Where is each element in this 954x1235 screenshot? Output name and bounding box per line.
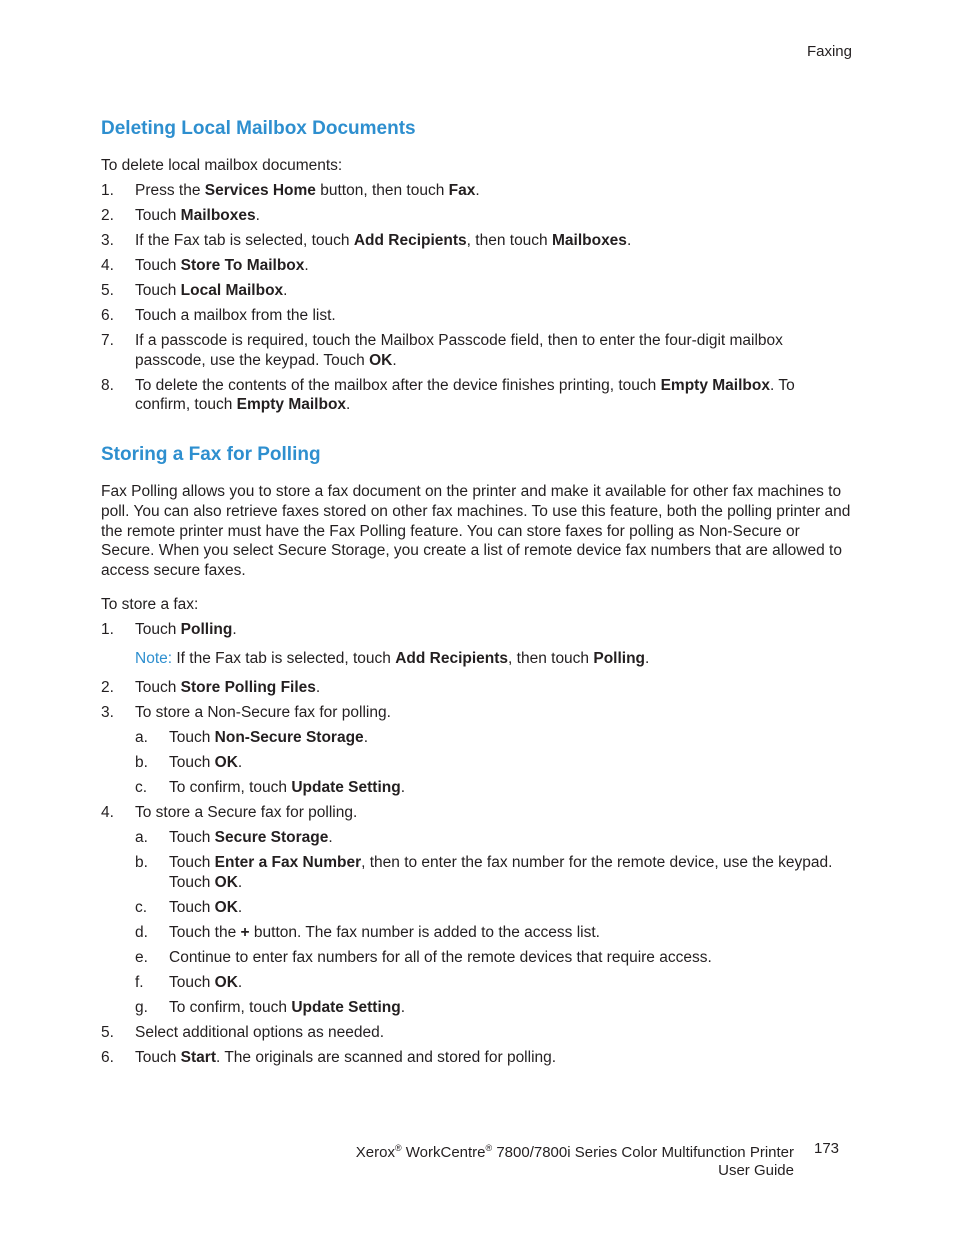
step-number: 3.: [101, 704, 114, 722]
list-item: [101, 331, 853, 370]
note-label: Note:: [135, 650, 173, 668]
step-text: .: [400, 998, 406, 1016]
step-text: .: [255, 207, 260, 224]
ui-term: OK: [214, 873, 238, 891]
substep-item: [135, 853, 853, 892]
section2-intro: To store a fax:: [101, 595, 199, 613]
footer-brand: Xerox: [355, 1144, 395, 1161]
ui-term: Start: [180, 1048, 216, 1066]
ui-term: Add Recipients: [353, 232, 467, 249]
list-item: [101, 1048, 853, 1068]
step-text: . To confirm, touch: [135, 376, 795, 414]
substep-letter: d.: [135, 923, 148, 941]
step-text: If the Fax tab is selected, touch: [172, 650, 396, 668]
substep-list: [135, 728, 853, 798]
list-item: [101, 620, 853, 640]
footer-reg-mark: ®: [394, 1143, 402, 1153]
step-text: If a passcode is required, touch the Mailbox Passcode field, then to enter the four-digit mailbox passcode, use the keypad. Touch: [135, 332, 783, 369]
step-number: 3.: [101, 232, 114, 249]
step-number: 7.: [101, 332, 114, 349]
ui-term: Update Setting: [291, 779, 401, 797]
ui-term: OK: [214, 973, 238, 991]
ui-term: OK: [369, 351, 393, 369]
step-number: 5.: [101, 282, 114, 299]
step-text: button, then touch: [315, 182, 449, 199]
ui-term: Non-Secure Storage: [214, 729, 364, 747]
list-item: [101, 703, 853, 723]
substep-letter: c.: [135, 898, 148, 916]
substep-item: [135, 728, 853, 748]
substep-item: [135, 828, 853, 848]
list-item: [101, 803, 853, 823]
step-text: Touch a mailbox from the list.: [135, 307, 336, 324]
step-text: If the Fax tab is selected, touch: [135, 232, 354, 249]
substep-item: [135, 998, 853, 1018]
step-text: Touch the: [169, 923, 241, 941]
ui-term: Store To Mailbox: [180, 257, 305, 274]
step-text: .: [232, 620, 237, 638]
footer-product: WorkCentre: [401, 1144, 486, 1161]
section1-intro: To delete local mailbox documents:: [101, 157, 343, 174]
main-content: [101, 117, 853, 1067]
step-text: Press the: [135, 182, 205, 199]
step-text: Touch: [169, 973, 215, 991]
step-text: Touch: [135, 207, 181, 224]
step-text: .: [328, 829, 333, 847]
step-number: 5.: [101, 1023, 114, 1041]
ui-term: Fax: [448, 182, 476, 199]
step-number: 1.: [101, 182, 114, 199]
step-text: Touch: [135, 257, 181, 274]
step-text: .: [392, 351, 397, 369]
substep-item: [135, 973, 853, 993]
list-item: [101, 181, 853, 201]
footer-product-rest: 7800/7800i Series Color Multifunction Printer: [492, 1144, 794, 1161]
step-number: 1.: [101, 620, 114, 638]
list-item: [101, 1023, 853, 1043]
step-text: .: [237, 754, 243, 772]
ui-term: Local Mailbox: [180, 282, 284, 299]
ui-term: Add Recipients: [395, 650, 509, 668]
substep-item: [135, 923, 853, 943]
substep-letter: a.: [135, 729, 148, 747]
step-number: 8.: [101, 376, 114, 394]
step-text: .: [346, 396, 351, 414]
ui-term: Empty Mailbox: [236, 396, 347, 414]
step-text: Select additional options as needed.: [135, 1023, 385, 1041]
substep-list: [135, 828, 853, 1017]
step-text: To confirm, touch: [169, 779, 292, 797]
step-text: Touch: [135, 679, 181, 697]
ui-term: OK: [214, 754, 238, 772]
substep-letter: c.: [135, 779, 148, 797]
step-number: 6.: [101, 1048, 114, 1066]
ui-term: Mailboxes: [551, 232, 627, 249]
substep-item: [135, 753, 853, 773]
section2-steps: [101, 620, 853, 1068]
step-text: Touch: [135, 620, 181, 638]
step-text: .: [645, 650, 650, 668]
ui-term: Empty Mailbox: [660, 376, 770, 394]
substep-letter: f.: [135, 973, 144, 991]
list-item: [101, 678, 853, 698]
footer-reg-mark-2: ®: [485, 1143, 493, 1153]
step-text: Touch: [169, 854, 215, 872]
step-text: Touch: [169, 754, 215, 772]
step-text: .: [363, 729, 368, 747]
step-text: Touch: [135, 282, 181, 299]
substep-letter: e.: [135, 948, 148, 966]
substep-letter: b.: [135, 854, 148, 872]
footer-guide: User Guide: [718, 1161, 794, 1179]
ui-term: Polling: [180, 620, 233, 638]
section2-paragraph: Fax Polling allows you to store a fax document on the printer and make it available for other fax machines to poll. You can also retrieve faxes stored on other fax machines. To use this feature, both the polling printer and the remote printer must have the Fax Polling feature. You can store faxes for polling as Non-Secure or Secure. When you select Secure Storage, you create a list of remote device fax numbers that are allowed to access secure faxes.: [101, 483, 851, 579]
page-footer: [356, 1140, 794, 1179]
substep-item: [135, 778, 853, 798]
step-text: Touch: [169, 898, 215, 916]
step-text: .: [237, 873, 243, 891]
step-text: .: [237, 973, 243, 991]
step-text: , then touch: [466, 232, 552, 249]
step-number: 6.: [101, 307, 114, 324]
ui-term: Update Setting: [291, 998, 401, 1016]
substep-letter: g.: [135, 998, 148, 1016]
step-text: .: [237, 898, 243, 916]
list-item: [101, 231, 853, 251]
substep-letter: b.: [135, 754, 148, 772]
substep-letter: a.: [135, 829, 148, 847]
step-text: Touch: [169, 729, 215, 747]
step-text: .: [283, 282, 288, 299]
step-number: 2.: [101, 207, 114, 224]
running-header: Faxing: [806, 43, 852, 60]
ui-term: Services Home: [204, 182, 316, 199]
step-number: 4.: [101, 804, 114, 822]
step-text: .: [315, 679, 321, 697]
list-item: [101, 206, 853, 226]
step-number: 2.: [101, 679, 114, 697]
ui-term: Store Polling Files: [180, 679, 316, 697]
step-text: To store a Non-Secure fax for polling.: [135, 704, 391, 722]
step-text: To store a Secure fax for polling.: [135, 804, 358, 822]
step-text: .: [626, 232, 632, 249]
step-text: , then to enter the fax number for the remote device, use the keypad. Touch: [169, 854, 833, 891]
step-text: Touch: [135, 1048, 181, 1066]
ui-term: Secure Storage: [214, 829, 329, 847]
page-number: 173: [814, 1140, 840, 1157]
step-text: Touch: [169, 829, 215, 847]
step-text: To delete the contents of the mailbox after the device finishes printing, touch: [135, 376, 661, 394]
step-text: .: [304, 257, 309, 274]
step-text: To confirm, touch: [169, 998, 292, 1016]
step-text: Continue to enter fax numbers for all of the remote devices that require access.: [169, 948, 712, 966]
list-item: [101, 376, 853, 415]
list-item: [101, 256, 853, 276]
ui-term: +: [240, 923, 250, 941]
step-number: 4.: [101, 257, 114, 274]
section-title-deleting: Deleting Local Mailbox Documents: [101, 118, 416, 139]
section-title-polling: Storing a Fax for Polling: [101, 444, 321, 466]
substep-item: [135, 948, 853, 968]
list-item: [101, 306, 853, 326]
footer-product-line: [356, 1140, 794, 1162]
step-text: . The originals are scanned and stored for polling.: [216, 1048, 557, 1066]
substep-item: [135, 898, 853, 918]
step-text: .: [400, 779, 406, 797]
list-item: [101, 281, 853, 301]
ui-term: Enter a Fax Number: [214, 854, 362, 872]
ui-term: OK: [214, 898, 238, 916]
step-text: .: [475, 182, 480, 199]
step-text: button. The fax number is added to the access list.: [249, 923, 600, 941]
section1-steps: [101, 181, 853, 415]
ui-term: Mailboxes: [180, 207, 256, 224]
step-text: , then touch: [508, 650, 594, 668]
ui-term: Polling: [593, 650, 646, 668]
note: [101, 649, 853, 669]
